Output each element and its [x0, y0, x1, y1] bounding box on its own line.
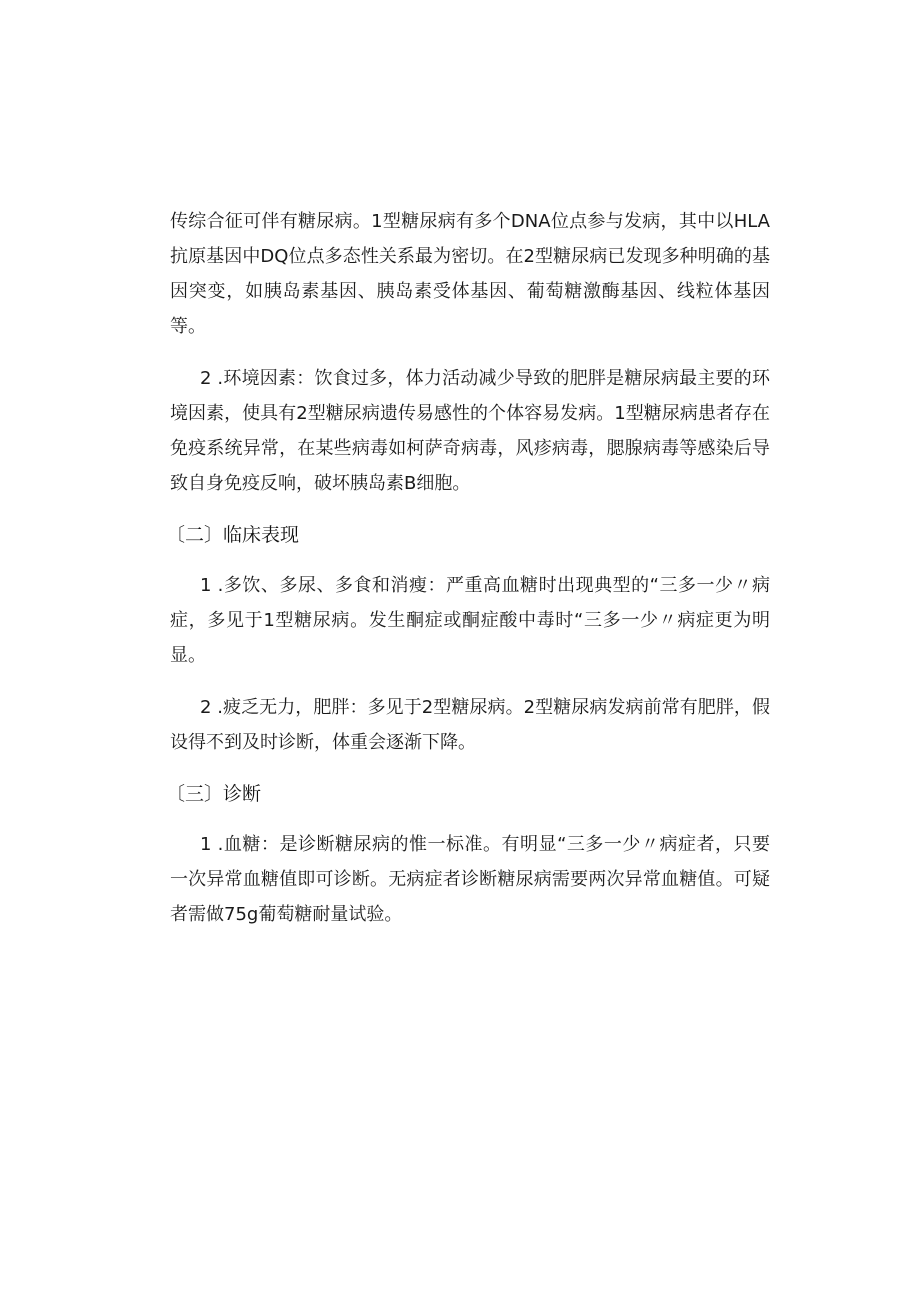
paragraph-fatigue-obesity: 2 .疲乏无力，肥胖：多见于2型糖尿病。2型糖尿病发病前常有肥胖，假设得不到及时诊断，体重会逐渐下降。 — [170, 697, 770, 753]
paragraph-blood-glucose: 1 .血糖：是诊断糖尿病的惟一标准。有明显“三多一少〃病症者，只要一次异常血糖值即可诊断。无病症者诊断糖尿病需要两次异常血糖值。可疑者需做75g葡萄糖耐量试验。 — [170, 834, 770, 925]
paragraph-polydipsia-polyuria: 1 .多饮、多尿、多食和消瘦：严重高血糖时出现典型的“三多一少〃病症，多见于1型糖尿病。发生酮症或酮症酸中毒时“三多一少〃病症更为明显。 — [170, 575, 770, 666]
document-body — [166, 204, 770, 949]
section-heading-clinical-manifestations: 〔二〕临床表现 — [166, 524, 300, 546]
section-heading-diagnosis: 〔三〕诊断 — [166, 783, 262, 805]
paragraph-environmental-factors: 2 .环境因素：饮食过多，体力活动减少导致的肥胖是糖尿病最主要的环境因素，使具有2型糖尿病遗传易感性的个体容易发病。1型糖尿病患者存在免疫系统异常，在某些病毒如柯萨奇病毒，风疹病毒，腮腺病毒等感染后导致自身免疫反响，破坏胰岛素B细胞。 — [170, 368, 770, 494]
paragraph-genetic-factors-continued: 传综合征可伴有糖尿病。1型糖尿病有多个DNA位点参与发病，其中以HLA抗原基因中DQ位点多态性关系最为密切。在2型糖尿病已发现多种明确的基因突变，如胰岛素基因、胰岛素受体基因、葡萄糖激酶基因、线粒体基因等。 — [170, 211, 770, 337]
